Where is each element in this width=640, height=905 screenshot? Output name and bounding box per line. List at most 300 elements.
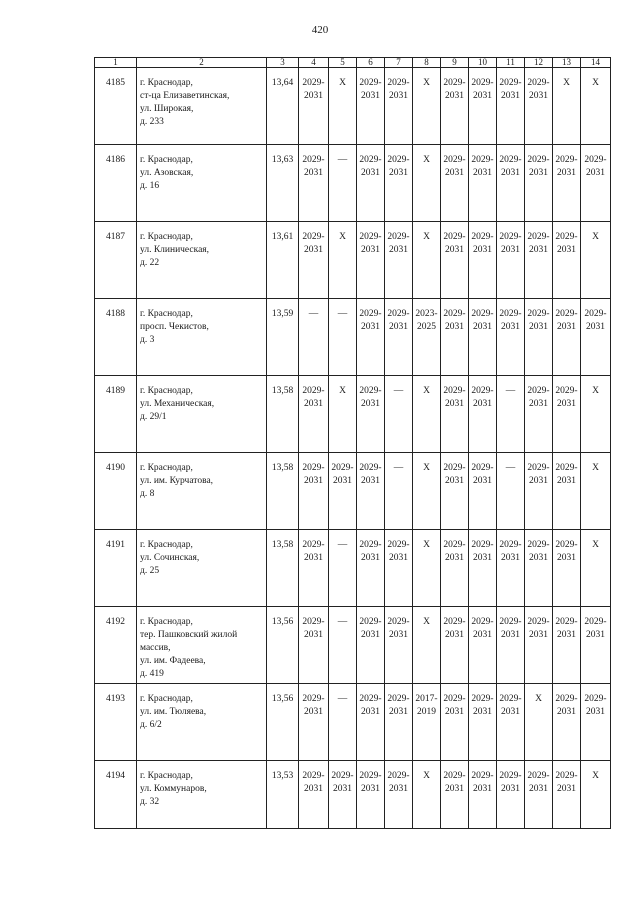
period-text: 2029- [331,463,354,473]
period-text: — [393,463,404,473]
period-text: 2031 [389,784,408,794]
period-text: X [592,386,599,396]
period-text: X [592,78,599,88]
value-cell: 13,53 [267,761,299,829]
period-text: X [423,463,430,473]
address-line: д. 6/2 [140,720,162,730]
period-text: 2029- [359,694,382,704]
address-cell [137,684,267,761]
value-cell: 13,63 [267,145,299,222]
period-cell [469,299,497,376]
row-number: 4185 [95,68,137,145]
period-cell [441,376,469,453]
period-text: X [563,78,570,88]
period-cell [497,376,525,453]
period-cell [357,68,385,145]
period-cell [525,222,553,299]
period-text: 2029- [359,78,382,88]
period-cell [581,299,611,376]
address-cell [137,761,267,829]
period-text: 2029- [555,232,578,242]
period-text: — [337,309,348,319]
period-text: 2029- [471,540,494,550]
period-text: 2031 [445,168,464,178]
period-text: X [339,386,346,396]
address-line: д. 16 [140,181,160,191]
period-cell [413,145,441,222]
period-text: 2029- [471,771,494,781]
period-cell [497,453,525,530]
period-cell [469,684,497,761]
address-line: д. 25 [140,566,160,576]
period-text: 2031 [557,322,576,332]
period-cell [413,222,441,299]
period-cell [497,145,525,222]
period-text: — [337,694,348,704]
column-header: 7 [385,58,413,68]
period-cell [385,684,413,761]
period-text: 2031 [501,91,520,101]
address-line: ул. им. Тюляева, [140,707,207,717]
period-cell [441,607,469,684]
period-text: 2029- [387,694,410,704]
address-line: г. Краснодар, [140,540,193,550]
period-text: 2029- [499,78,522,88]
column-header: 9 [441,58,469,68]
table-row [95,222,611,299]
period-cell [299,376,329,453]
period-text: — [337,155,348,165]
period-text: 2029- [331,771,354,781]
period-cell [357,299,385,376]
period-text: 2031 [473,168,492,178]
period-text: 2031 [361,476,380,486]
period-cell [469,607,497,684]
period-cell [299,145,329,222]
period-text: — [308,309,319,319]
period-text: 2031 [473,784,492,794]
period-text: 2031 [304,630,323,640]
period-text: 2031 [361,168,380,178]
period-cell [581,68,611,145]
period-text: 2029- [443,78,466,88]
address-line: г. Краснодар, [140,155,193,165]
period-cell [497,222,525,299]
period-text: 2029- [359,386,382,396]
column-header: 5 [329,58,357,68]
period-text: X [339,78,346,88]
period-cell [553,376,581,453]
period-text: 2031 [304,91,323,101]
period-cell [581,684,611,761]
period-cell [357,376,385,453]
period-text: 2031 [361,630,380,640]
address-line: д. 3 [140,335,155,345]
period-text: 2031 [361,707,380,717]
period-text: 2031 [361,322,380,332]
table-row [95,607,611,684]
period-cell [497,299,525,376]
address-cell [137,299,267,376]
period-cell [441,684,469,761]
period-text: 2031 [333,476,352,486]
value-cell: 13,58 [267,453,299,530]
period-cell [329,453,357,530]
period-text: 2029- [555,540,578,550]
period-cell [385,68,413,145]
period-cell [385,530,413,607]
period-text: 2031 [501,553,520,563]
period-text: 2031 [304,476,323,486]
address-line: ст-ца Елизаветинская, [140,91,230,101]
period-text: X [423,540,430,550]
period-cell [357,761,385,829]
period-text: 2031 [529,476,548,486]
period-cell [553,684,581,761]
period-text: 2029- [555,771,578,781]
table-row [95,761,611,829]
period-text: 2029- [387,617,410,627]
row-number: 4194 [95,761,137,829]
period-text: 2031 [389,707,408,717]
period-cell [581,607,611,684]
period-text: — [393,386,404,396]
period-cell [329,299,357,376]
period-cell [329,761,357,829]
period-cell [357,222,385,299]
period-text: 2029- [471,617,494,627]
address-line: ул. Азовская, [140,168,194,178]
period-text: 2031 [529,784,548,794]
period-text: 2029- [527,78,550,88]
period-text: 2029- [527,232,550,242]
period-text: 2029- [471,694,494,704]
address-line: д. 419 [140,669,164,679]
period-text: 2029- [527,771,550,781]
period-text: 2031 [557,168,576,178]
period-text: — [337,617,348,627]
period-cell [581,376,611,453]
period-cell [553,145,581,222]
period-text: X [592,771,599,781]
period-cell [469,376,497,453]
row-number: 4192 [95,607,137,684]
period-cell [413,68,441,145]
period-text: 2029- [387,232,410,242]
period-text: 2031 [473,91,492,101]
period-text: 2031 [501,245,520,255]
address-line: ул. Коммунаров, [140,784,207,794]
column-header: 14 [581,58,611,68]
period-text: 2031 [473,322,492,332]
column-header: 3 [267,58,299,68]
address-line: д. 8 [140,489,155,499]
address-cell [137,530,267,607]
address-cell [137,453,267,530]
period-text: 2029- [471,463,494,473]
column-header: 4 [299,58,329,68]
period-cell [413,684,441,761]
period-cell [413,607,441,684]
value-cell: 13,58 [267,530,299,607]
period-cell [329,376,357,453]
column-header: 13 [553,58,581,68]
column-header: 8 [413,58,441,68]
period-text: 2025 [417,322,436,332]
period-cell [299,761,329,829]
period-text: 2031 [445,707,464,717]
column-header: 10 [469,58,497,68]
period-cell [469,453,497,530]
period-text: 2017- [415,694,438,704]
period-cell [441,453,469,530]
period-cell [525,607,553,684]
period-cell [329,607,357,684]
period-cell [525,684,553,761]
period-cell [553,761,581,829]
period-text: 2031 [586,707,605,717]
period-text: 2029- [555,386,578,396]
period-cell [553,607,581,684]
period-text: 2029- [471,78,494,88]
address-line: д. 32 [140,797,160,807]
address-line: г. Краснодар, [140,386,193,396]
period-text: 2031 [529,322,548,332]
period-cell [329,222,357,299]
period-text: 2031 [445,91,464,101]
period-text: 2029- [387,771,410,781]
period-text: 2029- [443,694,466,704]
address-line: ул. им. Курчатова, [140,476,214,486]
value-cell: 13,59 [267,299,299,376]
row-number: 4191 [95,530,137,607]
period-text: 2023- [415,309,438,319]
period-text: 2029- [499,155,522,165]
period-text: X [423,386,430,396]
period-cell [553,299,581,376]
period-text: 2031 [529,168,548,178]
period-cell [385,222,413,299]
period-text: 2031 [586,322,605,332]
period-text: 2029- [499,309,522,319]
period-text: 2029- [387,540,410,550]
address-line: д. 29/1 [140,412,167,422]
period-text: 2029- [443,232,466,242]
period-text: 2029- [471,386,494,396]
period-text: 2031 [445,784,464,794]
period-text: 2029- [527,309,550,319]
period-text: 2031 [304,707,323,717]
period-cell [299,684,329,761]
period-text: 2031 [501,322,520,332]
period-text: 2029- [527,617,550,627]
address-line: г. Краснодар, [140,232,193,242]
period-text: 2029- [359,155,382,165]
period-text: 2031 [473,630,492,640]
period-text: 2029- [359,540,382,550]
value-cell: 13,56 [267,607,299,684]
period-cell [581,145,611,222]
value-cell: 13,56 [267,684,299,761]
period-cell [413,376,441,453]
period-cell [299,222,329,299]
period-text: 2029- [555,155,578,165]
period-cell [581,530,611,607]
period-text: 2031 [389,553,408,563]
period-cell [299,607,329,684]
period-text: 2029- [443,386,466,396]
address-line: ул. Клиническая, [140,245,210,255]
period-text: 2031 [333,784,352,794]
period-cell [385,453,413,530]
period-text: 2031 [473,399,492,409]
period-text: 2031 [389,168,408,178]
period-text: 2029- [527,155,550,165]
period-cell [553,453,581,530]
address-line: г. Краснодар, [140,309,193,319]
period-cell [385,761,413,829]
period-cell [469,68,497,145]
period-text: 2029- [555,694,578,704]
period-text: 2029- [443,771,466,781]
address-line: ул. Сочинская, [140,553,200,563]
period-text: 2031 [389,91,408,101]
period-cell [413,761,441,829]
period-text: 2029- [499,540,522,550]
period-text: X [592,463,599,473]
period-cell [525,68,553,145]
address-cell [137,376,267,453]
period-cell [497,530,525,607]
period-cell [469,222,497,299]
period-cell [497,761,525,829]
period-text: 2029- [387,78,410,88]
period-text: 2031 [304,553,323,563]
period-cell [525,761,553,829]
period-cell [357,607,385,684]
period-text: 2029- [443,463,466,473]
address-line: д. 22 [140,258,160,268]
schedule-table [94,57,611,829]
table-row [95,68,611,145]
period-text: 2031 [557,553,576,563]
period-text: 2029- [499,232,522,242]
column-header: 12 [525,58,553,68]
period-text: — [505,463,516,473]
address-line: г. Краснодар, [140,463,193,473]
period-text: 2029- [302,771,325,781]
period-text: 2029- [302,78,325,88]
period-cell [525,453,553,530]
period-cell [299,299,329,376]
period-text: 2029- [302,694,325,704]
period-text: 2029- [443,617,466,627]
column-header: 1 [95,58,137,68]
period-cell [385,145,413,222]
period-text: 2029- [555,309,578,319]
period-text: 2029- [499,617,522,627]
period-text: X [535,694,542,704]
period-cell [329,684,357,761]
period-text: 2029- [555,617,578,627]
period-text: X [592,540,599,550]
period-text: 2031 [389,245,408,255]
period-cell [441,68,469,145]
period-cell [413,299,441,376]
period-text: 2031 [529,91,548,101]
period-text: 2029- [443,540,466,550]
period-text: 2031 [361,784,380,794]
period-cell [469,761,497,829]
row-number: 4190 [95,453,137,530]
period-cell [385,299,413,376]
table-row [95,453,611,530]
address-line: г. Краснодар, [140,771,193,781]
header-row [95,58,611,68]
period-text: 2031 [445,245,464,255]
period-cell [441,530,469,607]
period-cell [357,530,385,607]
address-line: просп. Чекистов, [140,322,209,332]
period-cell [413,530,441,607]
period-cell [441,145,469,222]
period-text: 2031 [557,476,576,486]
period-cell [413,453,441,530]
period-text: 2031 [557,245,576,255]
period-text: 2029- [471,232,494,242]
period-cell [385,376,413,453]
period-text: 2031 [389,630,408,640]
period-text: 2029- [527,463,550,473]
period-cell [357,684,385,761]
address-line: ул. им. Фадеева, [140,656,206,666]
table-row [95,684,611,761]
period-text: 2029- [387,155,410,165]
period-cell [553,530,581,607]
period-text: 2029- [359,463,382,473]
period-text: X [423,155,430,165]
period-text: 2029- [555,463,578,473]
period-cell [469,530,497,607]
address-line: тер. Пашковский жилой [140,630,238,640]
period-cell [469,145,497,222]
period-text: 2029- [443,155,466,165]
period-text: 2031 [361,399,380,409]
period-text: 2031 [361,245,380,255]
period-text: 2029- [387,309,410,319]
address-line: г. Краснодар, [140,617,193,627]
period-text: 2029- [359,232,382,242]
period-text: 2031 [304,784,323,794]
column-header: 11 [497,58,525,68]
row-number: 4187 [95,222,137,299]
period-cell [525,376,553,453]
value-cell: 13,61 [267,222,299,299]
address-line: г. Краснодар, [140,78,193,88]
period-text: 2029- [443,309,466,319]
period-text: X [592,232,599,242]
period-text: 2029- [302,617,325,627]
period-text: 2029- [499,771,522,781]
period-text: 2031 [304,168,323,178]
address-line: г. Краснодар, [140,694,193,704]
period-cell [299,453,329,530]
period-text: 2029- [527,540,550,550]
period-text: 2029- [359,309,382,319]
period-cell [357,453,385,530]
period-cell [553,68,581,145]
row-number: 4189 [95,376,137,453]
